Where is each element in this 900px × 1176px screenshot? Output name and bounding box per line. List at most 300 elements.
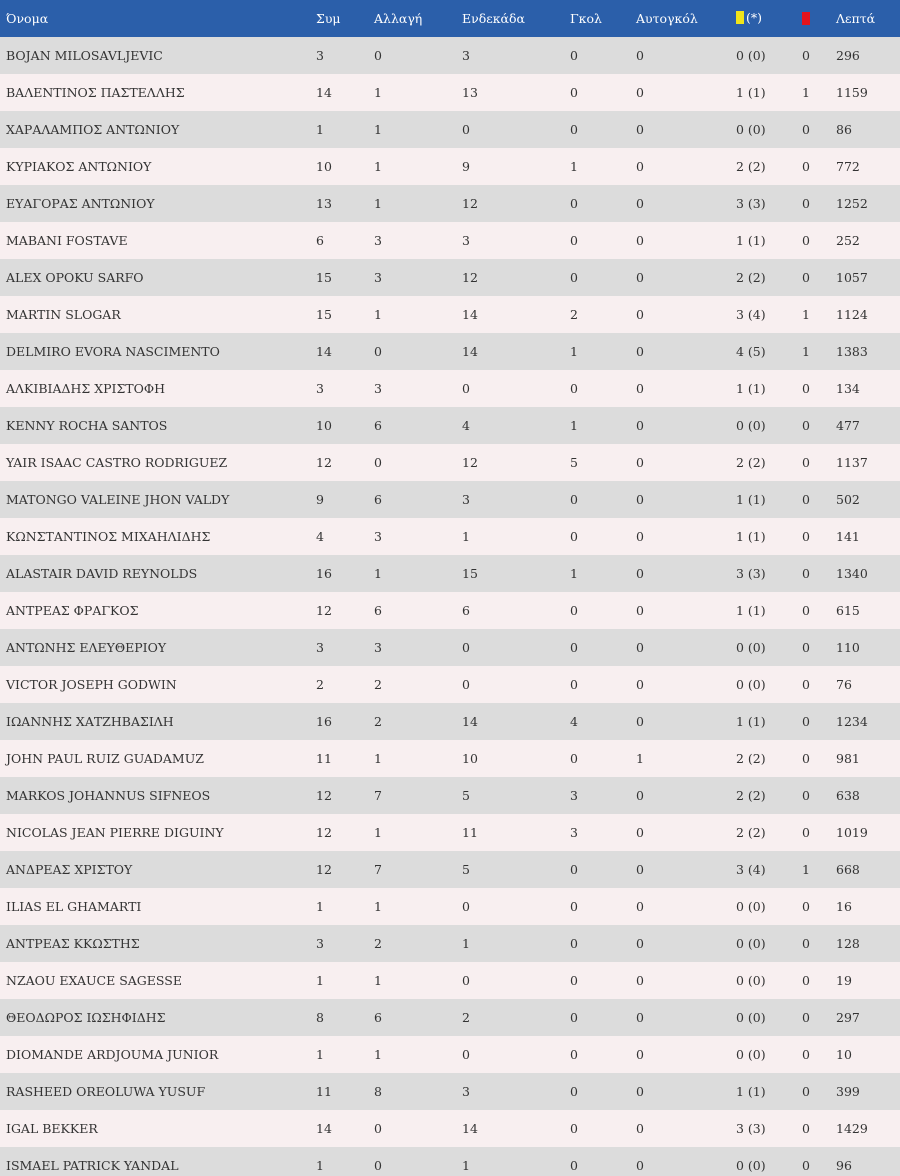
- minutes-value: 772: [830, 148, 900, 185]
- own-goals-value: 0: [630, 1036, 730, 1073]
- table-row: [0, 740, 900, 777]
- own-goals-value: 0: [630, 518, 730, 555]
- player-name[interactable]: ΙΩΑΝΝΗΣ ΧΑΤΖΗΒΑΣΙΛΗ: [0, 703, 310, 740]
- yellow-cards-value: 0 (0): [730, 666, 796, 703]
- apps-value: 3: [310, 370, 368, 407]
- player-name[interactable]: ALEX OPOKU SARFO: [0, 259, 310, 296]
- starts-value: 1: [456, 925, 564, 962]
- yellow-cards-value: 0 (0): [730, 888, 796, 925]
- goals-value: 0: [564, 481, 630, 518]
- starts-value: 1: [456, 1147, 564, 1176]
- starts-value: 4: [456, 407, 564, 444]
- minutes-value: 76: [830, 666, 900, 703]
- red-cards-value: 0: [796, 148, 830, 185]
- yellow-cards-value: 0 (0): [730, 962, 796, 999]
- yellow-cards-value: 0 (0): [730, 925, 796, 962]
- apps-value: 1: [310, 1147, 368, 1176]
- apps-value: 16: [310, 555, 368, 592]
- apps-value: 15: [310, 259, 368, 296]
- goals-value: 3: [564, 777, 630, 814]
- yellow-cards-value: 2 (2): [730, 444, 796, 481]
- starts-value: 12: [456, 259, 564, 296]
- goals-value: 0: [564, 259, 630, 296]
- starts-value: 0: [456, 111, 564, 148]
- table-row: [0, 962, 900, 999]
- table-row: [0, 555, 900, 592]
- own-goals-value: 0: [630, 407, 730, 444]
- minutes-value: 110: [830, 629, 900, 666]
- subs-value: 6: [368, 999, 456, 1036]
- apps-value: 3: [310, 37, 368, 74]
- goals-value: 0: [564, 740, 630, 777]
- apps-value: 1: [310, 1036, 368, 1073]
- red-cards-value: 1: [796, 296, 830, 333]
- red-cards-value: 0: [796, 555, 830, 592]
- table-row: [0, 333, 900, 370]
- player-name[interactable]: ΚΥΡΙΑΚΟΣ ΑΝΤΩΝΙΟΥ: [0, 148, 310, 185]
- minutes-value: 615: [830, 592, 900, 629]
- subs-value: 1: [368, 740, 456, 777]
- player-name[interactable]: YAIR ISAAC CASTRO RODRIGUEZ: [0, 444, 310, 481]
- header-red-cards[interactable]: [796, 0, 830, 37]
- goals-value: 5: [564, 444, 630, 481]
- yellow-cards-value: 2 (2): [730, 259, 796, 296]
- player-name[interactable]: NICOLAS JEAN PIERRE DIGUINY: [0, 814, 310, 851]
- goals-value: 0: [564, 222, 630, 259]
- subs-value: 2: [368, 703, 456, 740]
- red-cards-value: 0: [796, 185, 830, 222]
- red-cards-value: 0: [796, 629, 830, 666]
- table-row: [0, 111, 900, 148]
- own-goals-value: 0: [630, 555, 730, 592]
- table-row: [0, 1073, 900, 1110]
- own-goals-value: 0: [630, 111, 730, 148]
- yellow-cards-value: 2 (2): [730, 814, 796, 851]
- player-name[interactable]: ΑΝΤΡΕΑΣ ΚΚΩΣΤΗΣ: [0, 925, 310, 962]
- apps-value: 12: [310, 592, 368, 629]
- red-cards-value: 0: [796, 1110, 830, 1147]
- minutes-value: 1019: [830, 814, 900, 851]
- player-name[interactable]: IGAL BEKKER: [0, 1110, 310, 1147]
- apps-value: 14: [310, 74, 368, 111]
- subs-value: 1: [368, 1036, 456, 1073]
- apps-value: 3: [310, 629, 368, 666]
- minutes-value: 10: [830, 1036, 900, 1073]
- goals-value: 0: [564, 370, 630, 407]
- goals-value: 1: [564, 407, 630, 444]
- starts-value: 3: [456, 37, 564, 74]
- player-name[interactable]: MABANI FOSTAVE: [0, 222, 310, 259]
- subs-value: 1: [368, 296, 456, 333]
- goals-value: 0: [564, 74, 630, 111]
- apps-value: 15: [310, 296, 368, 333]
- player-name[interactable]: ΑΝΤΡΕΑΣ ΦΡΑΓΚΟΣ: [0, 592, 310, 629]
- minutes-value: 668: [830, 851, 900, 888]
- table-row: [0, 481, 900, 518]
- player-name[interactable]: MARTIN SLOGAR: [0, 296, 310, 333]
- own-goals-value: 0: [630, 333, 730, 370]
- starts-value: 14: [456, 333, 564, 370]
- player-name[interactable]: ΕΥΑΓΟΡΑΣ ΑΝΤΩΝΙΟΥ: [0, 185, 310, 222]
- apps-value: 1: [310, 962, 368, 999]
- yellow-cards-value: 3 (4): [730, 851, 796, 888]
- subs-value: 1: [368, 111, 456, 148]
- own-goals-value: 0: [630, 629, 730, 666]
- yellow-cards-value: 1 (1): [730, 74, 796, 111]
- subs-value: 3: [368, 259, 456, 296]
- starts-value: 13: [456, 74, 564, 111]
- player-name[interactable]: BOJAN MILOSAVLJEVIC: [0, 37, 310, 74]
- minutes-value: 1252: [830, 185, 900, 222]
- minutes-value: 297: [830, 999, 900, 1036]
- subs-value: 0: [368, 1110, 456, 1147]
- player-name[interactable]: MARKOS JOHANNUS SIFNEOS: [0, 777, 310, 814]
- header-apps[interactable]: Συμ: [310, 0, 368, 37]
- red-cards-value: 0: [796, 111, 830, 148]
- starts-value: 5: [456, 851, 564, 888]
- own-goals-value: 0: [630, 185, 730, 222]
- player-name[interactable]: ΒΑΛΕΝΤΙΝΟΣ ΠΑΣΤΕΛΛΗΣ: [0, 74, 310, 111]
- table-row: [0, 518, 900, 555]
- player-name[interactable]: ΑΛΚΙΒΙΑΔΗΣ ΧΡΙΣΤΟΦΗ: [0, 370, 310, 407]
- apps-value: 2: [310, 666, 368, 703]
- minutes-value: 86: [830, 111, 900, 148]
- yellow-cards-value: 0 (0): [730, 37, 796, 74]
- red-cards-value: 0: [796, 666, 830, 703]
- header-yellow-suffix: (*): [746, 10, 763, 25]
- minutes-value: 477: [830, 407, 900, 444]
- yellow-cards-value: 1 (1): [730, 481, 796, 518]
- minutes-value: 1159: [830, 74, 900, 111]
- goals-value: 0: [564, 629, 630, 666]
- starts-value: 14: [456, 296, 564, 333]
- goals-value: 0: [564, 888, 630, 925]
- goals-value: 1: [564, 555, 630, 592]
- subs-value: 6: [368, 592, 456, 629]
- red-cards-value: 1: [796, 333, 830, 370]
- subs-value: 1: [368, 185, 456, 222]
- apps-value: 12: [310, 851, 368, 888]
- header-yellow-wrap: [736, 10, 762, 25]
- apps-value: 3: [310, 925, 368, 962]
- subs-value: 0: [368, 37, 456, 74]
- starts-value: 0: [456, 962, 564, 999]
- goals-value: 2: [564, 296, 630, 333]
- yellow-card-icon: [736, 11, 744, 24]
- own-goals-value: 0: [630, 999, 730, 1036]
- yellow-cards-value: 0 (0): [730, 407, 796, 444]
- subs-value: 1: [368, 74, 456, 111]
- red-cards-value: 0: [796, 481, 830, 518]
- own-goals-value: 0: [630, 925, 730, 962]
- subs-value: 0: [368, 333, 456, 370]
- player-name[interactable]: ΚΩΝΣΤΑΝΤΙΝΟΣ ΜΙΧΑΗΛΙΔΗΣ: [0, 518, 310, 555]
- header-own-goals[interactable]: Αυτογκόλ: [630, 0, 730, 37]
- player-name[interactable]: DIOMANDE ARDJOUMA JUNIOR: [0, 1036, 310, 1073]
- goals-value: 0: [564, 1036, 630, 1073]
- own-goals-value: 0: [630, 444, 730, 481]
- red-cards-value: 0: [796, 740, 830, 777]
- goals-value: 0: [564, 1147, 630, 1176]
- starts-value: 5: [456, 777, 564, 814]
- player-name[interactable]: ALASTAIR DAVID REYNOLDS: [0, 555, 310, 592]
- yellow-cards-value: 4 (5): [730, 333, 796, 370]
- own-goals-value: 0: [630, 296, 730, 333]
- apps-value: 8: [310, 999, 368, 1036]
- minutes-value: 141: [830, 518, 900, 555]
- apps-value: 1: [310, 111, 368, 148]
- player-name[interactable]: KENNY ROCHA SANTOS: [0, 407, 310, 444]
- apps-value: 10: [310, 407, 368, 444]
- red-cards-value: 0: [796, 1147, 830, 1176]
- own-goals-value: 0: [630, 481, 730, 518]
- table-row: [0, 851, 900, 888]
- subs-value: 1: [368, 555, 456, 592]
- subs-value: 3: [368, 370, 456, 407]
- minutes-value: 1383: [830, 333, 900, 370]
- header-minutes[interactable]: Λεπτά: [830, 0, 900, 37]
- minutes-value: 399: [830, 1073, 900, 1110]
- starts-value: 0: [456, 629, 564, 666]
- header-name[interactable]: Όνομα: [0, 0, 310, 37]
- goals-value: 0: [564, 1110, 630, 1147]
- goals-value: 0: [564, 925, 630, 962]
- red-cards-value: 0: [796, 222, 830, 259]
- starts-value: 3: [456, 1073, 564, 1110]
- minutes-value: 128: [830, 925, 900, 962]
- table-row: [0, 148, 900, 185]
- red-cards-value: 0: [796, 1036, 830, 1073]
- table-row: [0, 814, 900, 851]
- own-goals-value: 0: [630, 1073, 730, 1110]
- minutes-value: 638: [830, 777, 900, 814]
- starts-value: 6: [456, 592, 564, 629]
- table-row: [0, 222, 900, 259]
- goals-value: 0: [564, 1073, 630, 1110]
- player-name[interactable]: RASHEED OREOLUWA YUSUF: [0, 1073, 310, 1110]
- red-cards-value: 0: [796, 925, 830, 962]
- yellow-cards-value: 3 (4): [730, 296, 796, 333]
- subs-value: 0: [368, 1147, 456, 1176]
- own-goals-value: 0: [630, 962, 730, 999]
- minutes-value: 19: [830, 962, 900, 999]
- subs-value: 6: [368, 407, 456, 444]
- minutes-value: 16: [830, 888, 900, 925]
- subs-value: 3: [368, 518, 456, 555]
- minutes-value: 1124: [830, 296, 900, 333]
- subs-value: 1: [368, 888, 456, 925]
- table-row: [0, 703, 900, 740]
- yellow-cards-value: 2 (2): [730, 740, 796, 777]
- table-row: [0, 407, 900, 444]
- red-cards-value: 0: [796, 259, 830, 296]
- player-name[interactable]: ΑΝΔΡΕΑΣ ΧΡΙΣΤΟΥ: [0, 851, 310, 888]
- table-row: [0, 629, 900, 666]
- minutes-value: 296: [830, 37, 900, 74]
- player-name[interactable]: NZAOU EXAUCE SAGESSE: [0, 962, 310, 999]
- starts-value: 3: [456, 481, 564, 518]
- player-name[interactable]: DELMIRO EVORA NASCIMENTO: [0, 333, 310, 370]
- yellow-cards-value: 3 (3): [730, 555, 796, 592]
- apps-value: 12: [310, 814, 368, 851]
- goals-value: 0: [564, 185, 630, 222]
- apps-value: 11: [310, 1073, 368, 1110]
- table-row: [0, 1036, 900, 1073]
- subs-value: 0: [368, 444, 456, 481]
- apps-value: 12: [310, 777, 368, 814]
- starts-value: 12: [456, 185, 564, 222]
- player-name[interactable]: JOHN PAUL RUIZ GUADAMUZ: [0, 740, 310, 777]
- goals-value: 0: [564, 666, 630, 703]
- subs-value: 1: [368, 962, 456, 999]
- subs-value: 6: [368, 481, 456, 518]
- goals-value: 1: [564, 148, 630, 185]
- own-goals-value: 0: [630, 1110, 730, 1147]
- player-name[interactable]: ISMAEL PATRICK YANDAL: [0, 1147, 310, 1176]
- apps-value: 14: [310, 333, 368, 370]
- yellow-cards-value: 1 (1): [730, 370, 796, 407]
- goals-value: 4: [564, 703, 630, 740]
- goals-value: 0: [564, 518, 630, 555]
- player-name[interactable]: MATONGO VALEINE JHON VALDY: [0, 481, 310, 518]
- table-row: [0, 925, 900, 962]
- starts-value: 12: [456, 444, 564, 481]
- own-goals-value: 1: [630, 740, 730, 777]
- yellow-cards-value: 0 (0): [730, 629, 796, 666]
- own-goals-value: 0: [630, 888, 730, 925]
- yellow-cards-value: 3 (3): [730, 185, 796, 222]
- apps-value: 12: [310, 444, 368, 481]
- table-row: [0, 999, 900, 1036]
- own-goals-value: 0: [630, 370, 730, 407]
- yellow-cards-value: 1 (1): [730, 222, 796, 259]
- player-name[interactable]: ILIAS EL GHAMARTI: [0, 888, 310, 925]
- goals-value: 1: [564, 333, 630, 370]
- table-row: [0, 1110, 900, 1147]
- apps-value: 16: [310, 703, 368, 740]
- minutes-value: 1137: [830, 444, 900, 481]
- yellow-cards-value: 0 (0): [730, 111, 796, 148]
- starts-value: 9: [456, 148, 564, 185]
- starts-value: 0: [456, 666, 564, 703]
- red-cards-value: 0: [796, 703, 830, 740]
- header-goals[interactable]: Γκολ: [564, 0, 630, 37]
- goals-value: 0: [564, 592, 630, 629]
- own-goals-value: 0: [630, 259, 730, 296]
- yellow-cards-value: 2 (2): [730, 148, 796, 185]
- apps-value: 10: [310, 148, 368, 185]
- own-goals-value: 0: [630, 37, 730, 74]
- apps-value: 4: [310, 518, 368, 555]
- apps-value: 11: [310, 740, 368, 777]
- subs-value: 3: [368, 222, 456, 259]
- table-row: [0, 666, 900, 703]
- table-row: [0, 185, 900, 222]
- red-cards-value: 1: [796, 74, 830, 111]
- subs-value: 2: [368, 666, 456, 703]
- header-starts[interactable]: Ενδεκάδα: [456, 0, 564, 37]
- yellow-cards-value: 0 (0): [730, 999, 796, 1036]
- red-cards-value: 0: [796, 1073, 830, 1110]
- table-row: [0, 777, 900, 814]
- red-cards-value: 0: [796, 37, 830, 74]
- minutes-value: 502: [830, 481, 900, 518]
- goals-value: 0: [564, 999, 630, 1036]
- yellow-cards-value: 0 (0): [730, 1036, 796, 1073]
- header-subs[interactable]: Αλλαγή: [368, 0, 456, 37]
- goals-value: 0: [564, 962, 630, 999]
- subs-value: 7: [368, 851, 456, 888]
- minutes-value: 1057: [830, 259, 900, 296]
- minutes-value: 1340: [830, 555, 900, 592]
- own-goals-value: 0: [630, 222, 730, 259]
- own-goals-value: 0: [630, 148, 730, 185]
- yellow-cards-value: 3 (3): [730, 1110, 796, 1147]
- starts-value: 11: [456, 814, 564, 851]
- own-goals-value: 0: [630, 703, 730, 740]
- own-goals-value: 0: [630, 74, 730, 111]
- table-row: [0, 296, 900, 333]
- table-header-row: [0, 0, 900, 37]
- table-row: [0, 888, 900, 925]
- own-goals-value: 0: [630, 777, 730, 814]
- table-row: [0, 370, 900, 407]
- table-row: [0, 74, 900, 111]
- minutes-value: 981: [830, 740, 900, 777]
- starts-value: 14: [456, 1110, 564, 1147]
- apps-value: 1: [310, 888, 368, 925]
- starts-value: 0: [456, 888, 564, 925]
- player-name[interactable]: ΑΝΤΩΝΗΣ ΕΛΕΥΘΕΡΙΟΥ: [0, 629, 310, 666]
- apps-value: 14: [310, 1110, 368, 1147]
- goals-value: 0: [564, 111, 630, 148]
- yellow-cards-value: 2 (2): [730, 777, 796, 814]
- yellow-cards-value: 1 (1): [730, 592, 796, 629]
- subs-value: 1: [368, 148, 456, 185]
- red-cards-value: 0: [796, 444, 830, 481]
- own-goals-value: 0: [630, 1147, 730, 1176]
- player-name[interactable]: ΘΕΟΔΩΡΟΣ ΙΩΣΗΦΙΔΗΣ: [0, 999, 310, 1036]
- subs-value: 8: [368, 1073, 456, 1110]
- red-cards-value: 0: [796, 888, 830, 925]
- player-name[interactable]: VICTOR JOSEPH GODWIN: [0, 666, 310, 703]
- apps-value: 6: [310, 222, 368, 259]
- red-cards-value: 0: [796, 518, 830, 555]
- yellow-cards-value: 1 (1): [730, 703, 796, 740]
- red-card-icon: [802, 12, 810, 25]
- red-cards-value: 0: [796, 962, 830, 999]
- subs-value: 7: [368, 777, 456, 814]
- red-cards-value: 0: [796, 814, 830, 851]
- subs-value: 1: [368, 814, 456, 851]
- header-yellow-cards[interactable]: [730, 0, 796, 37]
- table-row: [0, 37, 900, 74]
- starts-value: 0: [456, 1036, 564, 1073]
- yellow-cards-value: 1 (1): [730, 518, 796, 555]
- goals-value: 0: [564, 37, 630, 74]
- player-name[interactable]: ΧΑΡΑΛΑΜΠΟΣ ΑΝΤΩΝΙΟΥ: [0, 111, 310, 148]
- minutes-value: 1234: [830, 703, 900, 740]
- red-cards-value: 0: [796, 777, 830, 814]
- minutes-value: 134: [830, 370, 900, 407]
- starts-value: 3: [456, 222, 564, 259]
- red-cards-value: 0: [796, 592, 830, 629]
- red-cards-value: 0: [796, 407, 830, 444]
- own-goals-value: 0: [630, 592, 730, 629]
- red-cards-value: 0: [796, 999, 830, 1036]
- minutes-value: 1429: [830, 1110, 900, 1147]
- starts-value: 0: [456, 370, 564, 407]
